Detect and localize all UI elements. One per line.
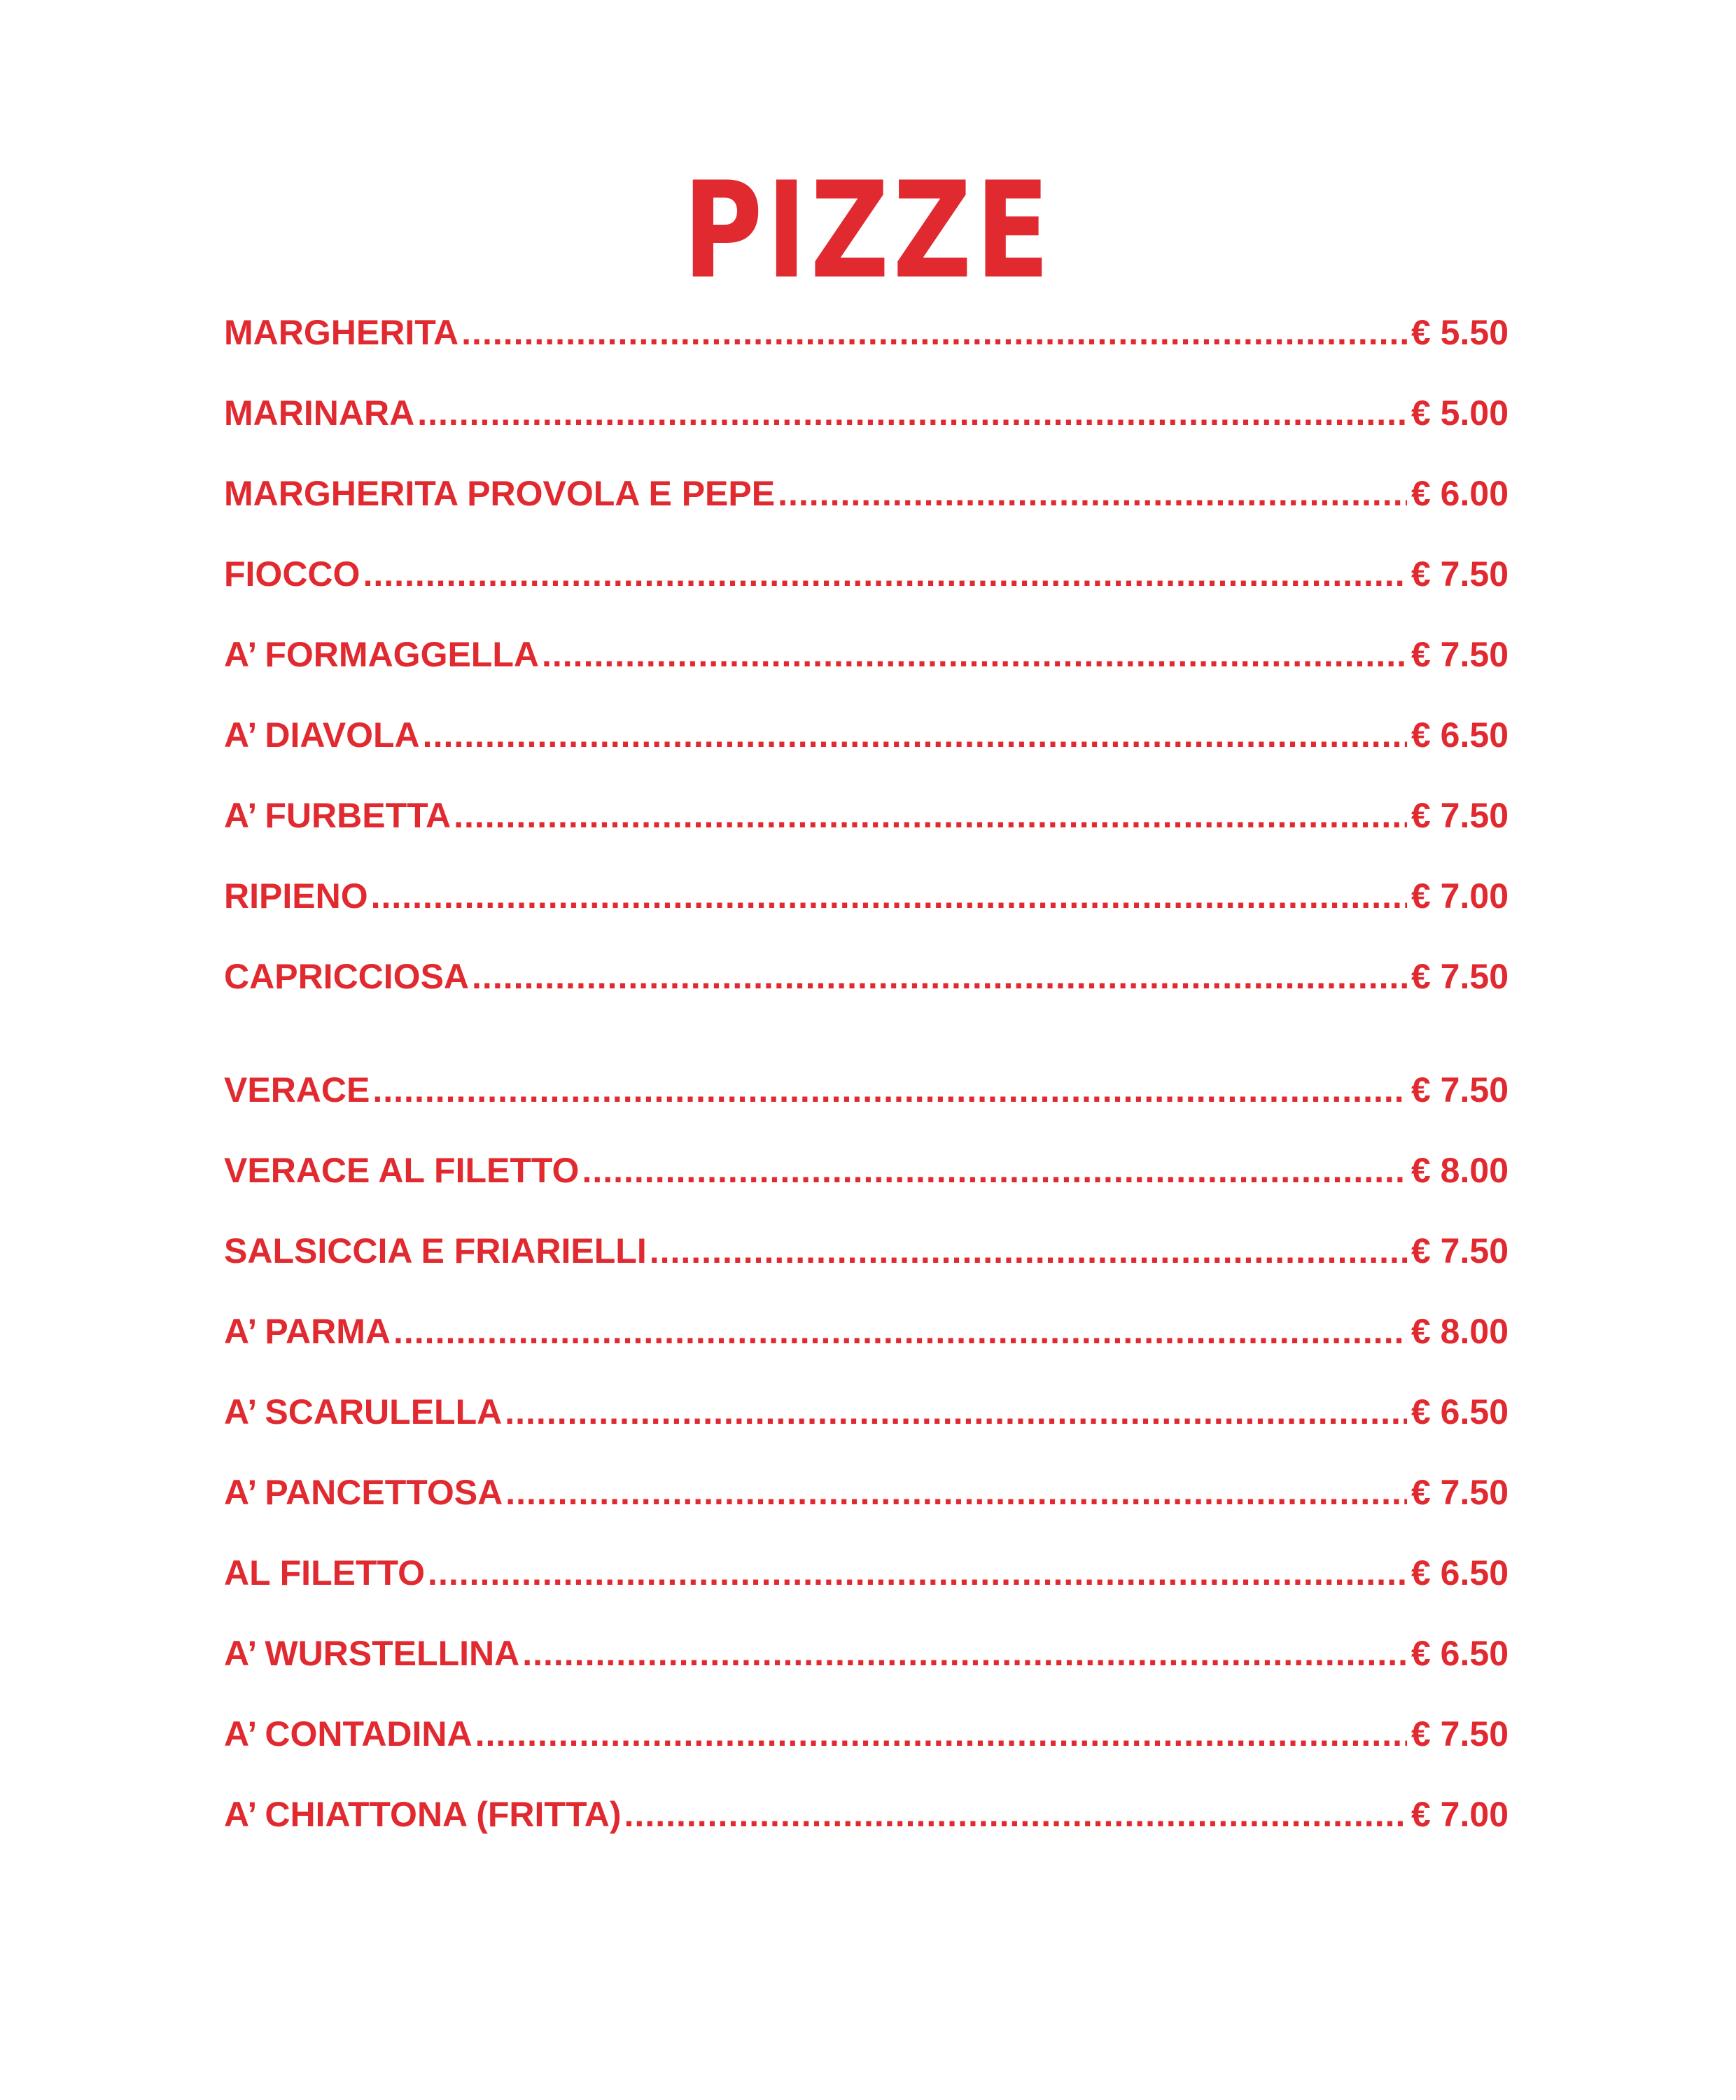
menu-item <box>224 1786 1508 1842</box>
menu-item-price: € 7.50 <box>1410 635 1508 674</box>
menu-item-price: € 7.00 <box>1410 1795 1508 1834</box>
menu-item-price: € 8.00 <box>1410 1312 1508 1351</box>
menu-item-price: € 6.50 <box>1410 1634 1508 1673</box>
menu-item <box>224 1142 1508 1198</box>
menu-item-name: A’ WURSTELLINA <box>224 1634 520 1673</box>
dot-leader <box>542 626 1407 682</box>
dot-leader <box>505 1384 1407 1440</box>
menu-item <box>224 707 1508 763</box>
dot-leader <box>371 868 1407 924</box>
menu-item <box>224 1545 1508 1601</box>
dot-leader <box>522 1625 1407 1681</box>
dot-leader <box>423 707 1407 763</box>
dot-leader <box>475 1706 1407 1762</box>
menu-item <box>224 385 1508 441</box>
menu-item <box>224 304 1508 360</box>
menu-item-price: € 7.50 <box>1410 554 1508 594</box>
menu-item <box>224 1384 1508 1440</box>
dot-leader <box>393 1303 1407 1359</box>
menu-item-price: € 7.50 <box>1410 1231 1508 1270</box>
dot-leader <box>363 546 1407 602</box>
menu-item <box>224 546 1508 602</box>
menu-item-price: € 8.00 <box>1410 1151 1508 1190</box>
menu-item-name: MARINARA <box>224 393 415 433</box>
menu-item <box>224 788 1508 844</box>
menu-item <box>224 1625 1508 1681</box>
dot-leader <box>372 1062 1407 1118</box>
menu-item <box>224 868 1508 924</box>
menu-item-price: € 7.50 <box>1410 1714 1508 1754</box>
menu-item <box>224 948 1508 1004</box>
menu-item <box>224 465 1508 522</box>
page-title: PIZZE <box>682 153 1054 308</box>
menu-item-name: MARGHERITA <box>224 313 459 352</box>
menu-item-price: € 7.50 <box>1410 1473 1508 1512</box>
menu-item-name: VERACE <box>224 1070 370 1110</box>
dot-leader <box>650 1223 1407 1279</box>
menu-item <box>224 1706 1508 1762</box>
menu-item-name: A’ PANCETTOSA <box>224 1473 503 1512</box>
dot-leader <box>417 385 1407 441</box>
menu-item <box>224 1464 1508 1520</box>
menu-item-name: A’ PARMA <box>224 1312 391 1351</box>
menu-item <box>224 626 1508 682</box>
menu-item-name: MARGHERITA PROVOLA E PEPE <box>224 474 776 513</box>
menu-item-name: VERACE AL FILETTO <box>224 1151 580 1190</box>
menu-item <box>224 1223 1508 1279</box>
menu-item-name: FIOCCO <box>224 554 360 594</box>
dot-leader <box>428 1545 1407 1601</box>
dot-leader <box>472 948 1407 1004</box>
dot-leader <box>624 1786 1407 1842</box>
menu-item-name: AL FILETTO <box>224 1553 426 1592</box>
menu-item-price: € 6.50 <box>1410 1553 1508 1592</box>
dot-leader <box>461 304 1407 360</box>
menu-item-name: A’ SCARULELLA <box>224 1392 503 1432</box>
menu-item-price: € 6.50 <box>1410 715 1508 755</box>
menu-item-name: A’ FURBETTA <box>224 796 451 835</box>
menu-item-price: € 5.50 <box>1410 313 1508 352</box>
menu-item-name: CAPRICCIOSA <box>224 957 470 996</box>
dot-leader <box>582 1142 1407 1198</box>
dot-leader <box>778 465 1407 522</box>
menu-item-price: € 6.50 <box>1410 1392 1508 1432</box>
menu-item-price: € 6.00 <box>1410 474 1508 513</box>
menu-item <box>224 1303 1508 1359</box>
menu-item-price: € 7.50 <box>1410 1070 1508 1110</box>
menu-item <box>224 1062 1508 1118</box>
menu-item-price: € 7.50 <box>1410 957 1508 996</box>
menu-item-name: A’ CHIATTONA (FRITTA) <box>224 1795 622 1834</box>
menu-item-name: A’ CONTADINA <box>224 1714 472 1754</box>
menu-item-price: € 7.50 <box>1410 796 1508 835</box>
menu-item-name: RIPIENO <box>224 876 368 916</box>
menu-item-name: SALSICCIA E FRIARIELLI <box>224 1231 647 1270</box>
menu-item-name: A’ DIAVOLA <box>224 715 420 755</box>
menu-item-price: € 5.00 <box>1410 393 1508 433</box>
dot-leader <box>505 1464 1407 1520</box>
menu-item-name: A’ FORMAGGELLA <box>224 635 539 674</box>
dot-leader <box>454 788 1407 844</box>
menu-item-price: € 7.00 <box>1410 876 1508 916</box>
